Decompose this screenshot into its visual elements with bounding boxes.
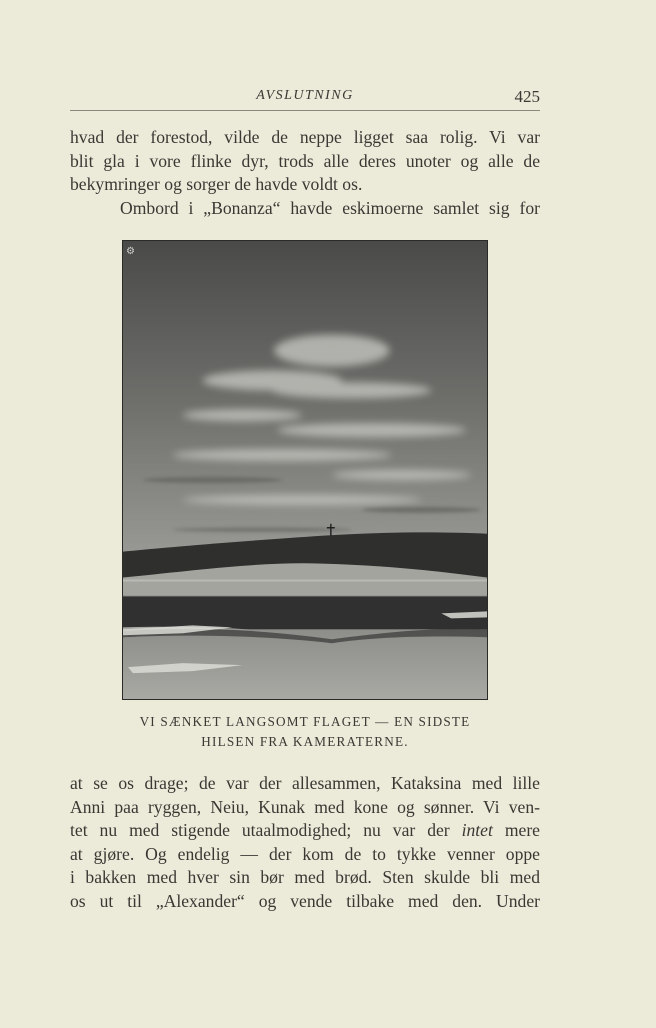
text-line: Ombord i „Bonanza“ havde eskimoerne samlet sig for <box>120 197 540 218</box>
page-number: 425 <box>514 87 540 106</box>
emphasis-text: intet <box>461 820 493 841</box>
paragraph-top <box>70 126 540 220</box>
text-segment: mere <box>492 820 540 841</box>
photograph-plate <box>122 240 488 700</box>
running-header <box>70 88 540 111</box>
text-line <box>70 819 540 843</box>
text-line: bekymringer og sorger de havde voldt os. <box>70 174 363 195</box>
caption-line: HILSEN FRA KAMERATERNE. <box>201 734 409 749</box>
plate-corner-mark: ⚙ <box>126 246 135 257</box>
figure-caption <box>70 712 540 752</box>
running-title: AVSLUTNING <box>256 88 354 103</box>
text-line: at gjøre. Og endelig — der kom de to tykke venner oppe <box>70 843 540 864</box>
text-line: hvad der forestod, vilde de neppe ligget saa rolig. Vi var <box>70 127 540 147</box>
text-line: os ut til „Alexander“ og vende tilbake med den. Under <box>70 890 540 911</box>
text-line: at se os drage; de var der allesammen, Kataksina med lille <box>70 773 540 793</box>
caption-line: VI SÆNKET LANGSOMT FLAGET — EN SIDSTE <box>139 714 471 729</box>
text-line: blit gla i vore flinke dyr, trods alle deres unoter og alle de <box>70 150 540 171</box>
text-line: i bakken med hver sin bør med brød. Sten skulde bli med <box>70 867 540 888</box>
landscape-photo <box>123 241 487 699</box>
text-line: Anni paa ryggen, Neiu, Kunak med kone og sønner. Vi ven- <box>70 796 540 817</box>
paragraph-bottom <box>70 772 540 914</box>
text-segment: tet nu med stigende utaalmodighed; nu var der <box>70 820 462 841</box>
